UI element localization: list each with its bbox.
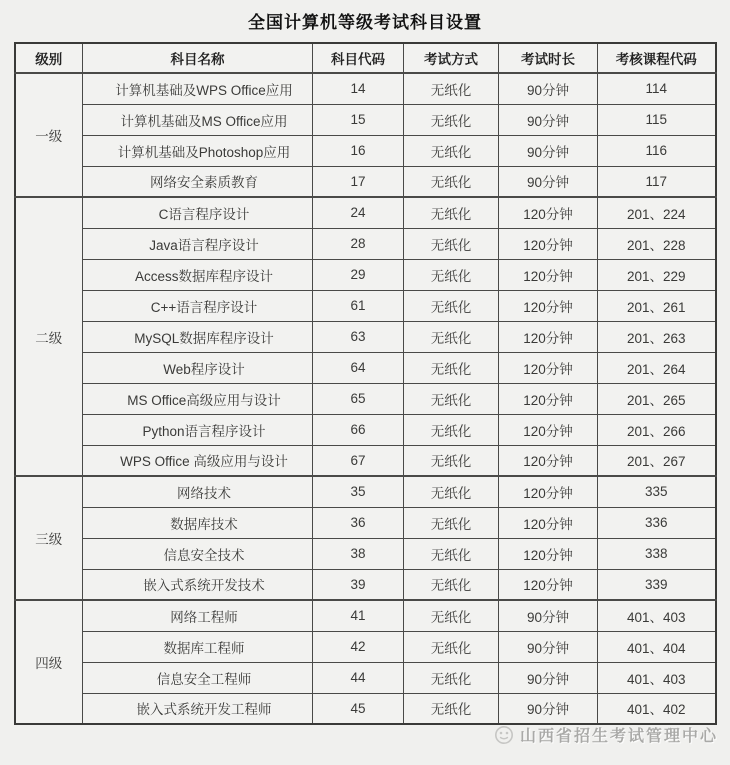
course-codes-cell: 339 [598,569,716,600]
subject-name-cell: Python语言程序设计 [83,414,313,445]
subject-name-cell: C语言程序设计 [83,197,313,228]
course-codes-cell: 338 [598,538,716,569]
exam-duration-cell: 120分钟 [499,476,598,507]
course-codes-cell: 201、264 [598,352,716,383]
exam-duration-cell: 90分钟 [499,600,598,631]
subject-name-cell: MySQL数据库程序设计 [83,321,313,352]
exam-method-cell: 无纸化 [404,445,499,476]
exam-method-cell: 无纸化 [404,290,499,321]
subject-code-cell: 24 [313,197,404,228]
subject-name-cell: 信息安全技术 [83,538,313,569]
exam-duration-cell: 120分钟 [499,197,598,228]
course-codes-cell: 115 [598,104,716,135]
table-row [15,104,716,135]
table-row [15,259,716,290]
subject-name-cell: 计算机基础及WPS Office应用 [83,73,313,104]
exam-method-cell: 无纸化 [404,693,499,724]
seal-emblem-icon [494,725,514,745]
subject-code-cell: 44 [313,662,404,693]
level-cell: 二级 [15,197,83,476]
course-codes-cell: 116 [598,135,716,166]
table-row [15,662,716,693]
subject-name-cell: Access数据库程序设计 [83,259,313,290]
subject-code-cell: 28 [313,228,404,259]
subject-code-cell: 36 [313,507,404,538]
page-title: 全国计算机等级考试科目设置 [248,13,482,32]
subject-code-cell: 16 [313,135,404,166]
course-codes-cell: 401、404 [598,631,716,662]
level-cell: 四级 [15,600,83,724]
subject-name-cell: WPS Office 高级应用与设计 [83,445,313,476]
table-row [15,507,716,538]
subject-name-cell: 信息安全工程师 [83,662,313,693]
exam-method-cell: 无纸化 [404,662,499,693]
exam-method-cell: 无纸化 [404,228,499,259]
subject-code-cell: 65 [313,383,404,414]
exam-method-cell: 无纸化 [404,538,499,569]
exam-method-cell: 无纸化 [404,352,499,383]
exam-duration-cell: 120分钟 [499,290,598,321]
course-codes-cell: 336 [598,507,716,538]
course-codes-cell: 114 [598,73,716,104]
subject-name-cell: 网络技术 [83,476,313,507]
course-codes-cell: 201、267 [598,445,716,476]
exam-method-cell: 无纸化 [404,631,499,662]
table-row [15,321,716,352]
exam-duration-cell: 120分钟 [499,352,598,383]
exam-duration-cell: 90分钟 [499,135,598,166]
table-row [15,445,716,476]
exam-duration-cell: 90分钟 [499,166,598,197]
exam-method-cell: 无纸化 [404,321,499,352]
table-row [15,383,716,414]
subject-code-cell: 15 [313,104,404,135]
subject-name-cell: C++语言程序设计 [83,290,313,321]
subject-name-cell: 网络安全素质教育 [83,166,313,197]
exam-method-cell: 无纸化 [404,135,499,166]
level-cell: 一级 [15,73,83,197]
exam-duration-cell: 120分钟 [499,228,598,259]
exam-duration-cell: 120分钟 [499,569,598,600]
table-row [15,631,716,662]
level-cell: 三级 [15,476,83,600]
course-codes-cell: 201、265 [598,383,716,414]
exam-method-cell: 无纸化 [404,104,499,135]
subject-name-cell: 计算机基础及Photoshop应用 [83,135,313,166]
subject-name-cell: 数据库工程师 [83,631,313,662]
course-codes-cell: 201、266 [598,414,716,445]
subject-name-cell: 嵌入式系统开发工程师 [83,693,313,724]
subject-code-cell: 39 [313,569,404,600]
exam-duration-cell: 90分钟 [499,693,598,724]
subject-code-cell: 41 [313,600,404,631]
exam-method-cell: 无纸化 [404,383,499,414]
course-codes-cell: 401、403 [598,662,716,693]
subject-code-cell: 35 [313,476,404,507]
table-row [15,73,716,104]
exam-duration-cell: 90分钟 [499,662,598,693]
header-subject-code: 科目代码 [313,43,404,73]
exam-method-cell: 无纸化 [404,73,499,104]
exam-duration-cell: 90分钟 [499,104,598,135]
subject-name-cell: MS Office高级应用与设计 [83,383,313,414]
table-row [15,600,716,631]
exam-duration-cell: 120分钟 [499,414,598,445]
subject-code-cell: 67 [313,445,404,476]
course-codes-cell: 201、263 [598,321,716,352]
subject-code-cell: 38 [313,538,404,569]
course-codes-cell: 401、402 [598,693,716,724]
exam-method-cell: 无纸化 [404,507,499,538]
course-codes-cell: 401、403 [598,600,716,631]
course-codes-cell: 201、261 [598,290,716,321]
subject-code-cell: 45 [313,693,404,724]
table-row [15,538,716,569]
table-row [15,166,716,197]
exam-method-cell: 无纸化 [404,476,499,507]
exam-duration-cell: 120分钟 [499,383,598,414]
exam-duration-cell: 120分钟 [499,538,598,569]
subject-name-cell: Java语言程序设计 [83,228,313,259]
header-exam-duration: 考试时长 [499,43,598,73]
course-codes-cell: 117 [598,166,716,197]
exam-table [14,42,717,725]
table-header-row [15,43,716,73]
exam-method-cell: 无纸化 [404,166,499,197]
subject-code-cell: 42 [313,631,404,662]
subject-code-cell: 61 [313,290,404,321]
exam-method-cell: 无纸化 [404,600,499,631]
subject-name-cell: Web程序设计 [83,352,313,383]
exam-method-cell: 无纸化 [404,197,499,228]
subject-code-cell: 14 [313,73,404,104]
table-row [15,352,716,383]
subject-code-cell: 17 [313,166,404,197]
exam-duration-cell: 120分钟 [499,321,598,352]
course-codes-cell: 201、229 [598,259,716,290]
footer-watermark-text: 山西省招生考试管理中心 [519,728,718,745]
subject-name-cell: 网络工程师 [83,600,313,631]
table-row [15,693,716,724]
subject-code-cell: 63 [313,321,404,352]
table-row [15,414,716,445]
header-subject-name: 科目名称 [83,43,313,73]
header-level: 级别 [15,43,83,73]
course-codes-cell: 201、224 [598,197,716,228]
table-row [15,290,716,321]
course-codes-cell: 201、228 [598,228,716,259]
subject-code-cell: 66 [313,414,404,445]
exam-method-cell: 无纸化 [404,569,499,600]
table-row [15,135,716,166]
table-row [15,476,716,507]
header-course-codes: 考核课程代码 [598,43,716,73]
table-row [15,197,716,228]
subject-name-cell: 数据库技术 [83,507,313,538]
exam-duration-cell: 90分钟 [499,73,598,104]
header-exam-method: 考试方式 [404,43,499,73]
subject-name-cell: 嵌入式系统开发技术 [83,569,313,600]
exam-duration-cell: 120分钟 [499,445,598,476]
footer-watermark [494,723,718,746]
subject-name-cell: 计算机基础及MS Office应用 [83,104,313,135]
course-codes-cell: 335 [598,476,716,507]
subject-code-cell: 29 [313,259,404,290]
table-body [15,73,716,724]
exam-duration-cell: 90分钟 [499,631,598,662]
exam-method-cell: 无纸化 [404,259,499,290]
exam-duration-cell: 120分钟 [499,507,598,538]
exam-duration-cell: 120分钟 [499,259,598,290]
subject-code-cell: 64 [313,352,404,383]
table-row [15,228,716,259]
exam-method-cell: 无纸化 [404,414,499,445]
table-row [15,569,716,600]
